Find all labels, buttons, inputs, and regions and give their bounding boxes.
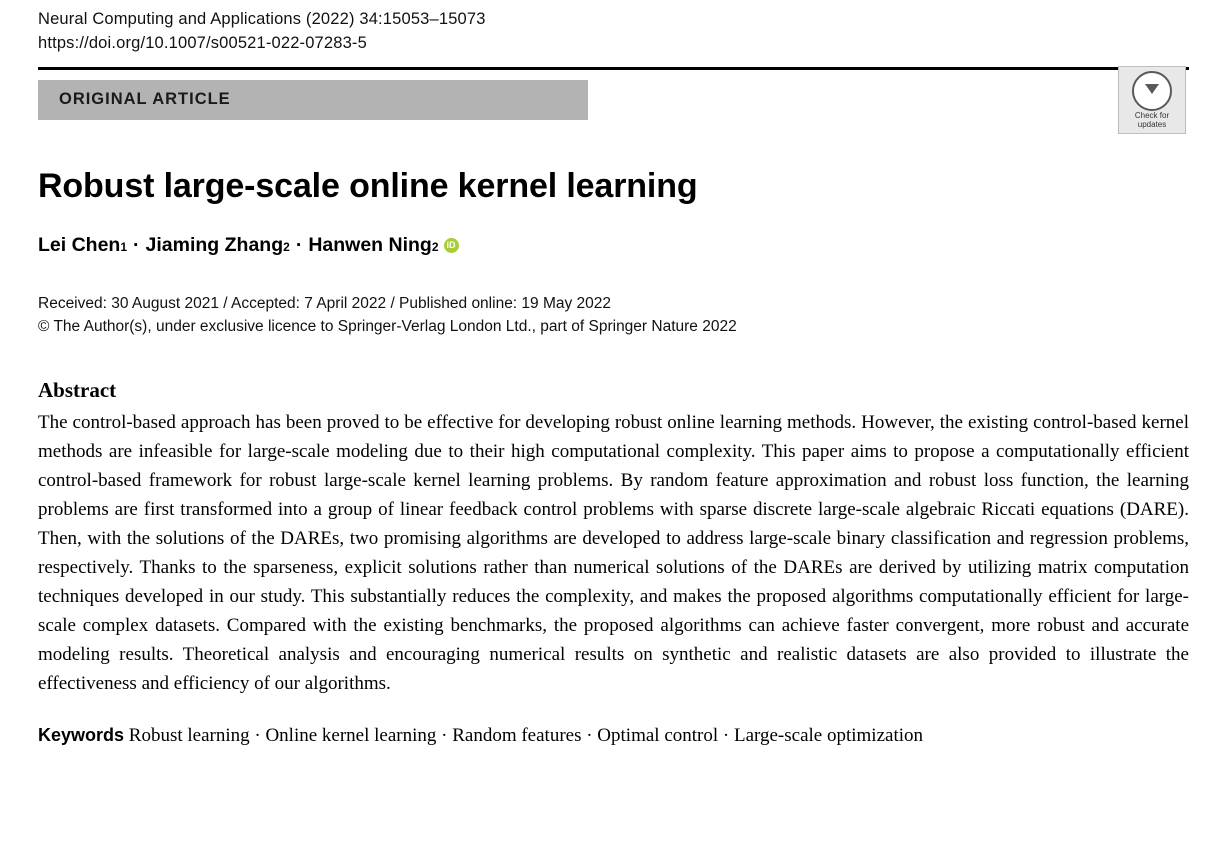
received-accepted-line: Received: 30 August 2021 / Accepted: 7 April 2022 / Published online: 19 May 2022 bbox=[38, 294, 612, 312]
orcid-icon[interactable] bbox=[444, 238, 459, 253]
article-type-label: ORIGINAL ARTICLE bbox=[59, 90, 231, 109]
abstract-heading: Abstract bbox=[38, 378, 117, 403]
publication-dates bbox=[38, 292, 1189, 339]
author-separator: · bbox=[133, 233, 140, 256]
article-type-row bbox=[38, 80, 1189, 130]
crossmark-badge[interactable] bbox=[1118, 66, 1186, 134]
author-separator: · bbox=[295, 233, 303, 256]
author-list: Lei Chen 1 · Jiaming Zhang 2 · Hanwen Ning 2 iD bbox=[38, 234, 1189, 257]
keywords-label: Keywords bbox=[38, 725, 125, 746]
crossmark-line2: updates bbox=[1137, 120, 1167, 130]
abstract-text: The control-based approach has been proved to be effective for developing robust online learning methods. However, the existing control-based kernel methods are infeasible for large-scale modeling due to their high computational complexity. This paper aims to propose a computationally efficient control-based framework for robust large-scale kernel learning problems. By random feature approximation and robust loss function, the learning problems are first transformed into a group of linear feedback control problems with sparse discrete large-scale algebraic Riccati equations (DARE). Then, with the solutions of the DAREs, two promising algorithms are developed to address large-scale binary classification and regression problems, respectively. Thanks to the sparseness, explicit solutions rather than numerical solutions of the DAREs are derived by utilizing matrix computation techniques developed in our study. This substantially reduces the complexity, and makes the proposed algorithms computationally efficient for large-scale complex datasets. Compared with the existing benchmarks, the proposed algorithms can achieve faster convergent, more robust and accurate modeling results. Theoretical analysis and encouraging numerical results on synthetic and realistic datasets are also provided to illustrate the effectiveness and efficiency of our algorithms. bbox=[38, 412, 1189, 695]
author-name: Jiaming Zhang bbox=[145, 233, 284, 256]
copyright-line: © The Author(s), under exclusive licence to Springer-Verlag London Ltd., part of Springer Nature 2022 bbox=[38, 318, 737, 336]
keywords-values: Robust learning · Online kernel learning · Random features · Optimal control · Large-scale optimization bbox=[128, 725, 924, 747]
keywords-section bbox=[38, 725, 1189, 747]
crossmark-icon bbox=[1132, 71, 1172, 111]
journal-reference bbox=[38, 0, 1189, 56]
header-divider bbox=[38, 67, 1189, 70]
author-name: Hanwen Ning bbox=[308, 233, 432, 256]
article-type-banner bbox=[38, 80, 588, 120]
journal-doi[interactable]: https://doi.org/10.1007/s00521-022-07283-5 bbox=[38, 33, 367, 52]
crossmark-line1: Check for bbox=[1134, 110, 1170, 120]
author-name: Lei Chen bbox=[38, 233, 121, 256]
page-title: Robust large-scale online kernel learning bbox=[38, 166, 698, 205]
journal-citation: Neural Computing and Applications (2022) 34:15053–15073 bbox=[38, 10, 486, 28]
